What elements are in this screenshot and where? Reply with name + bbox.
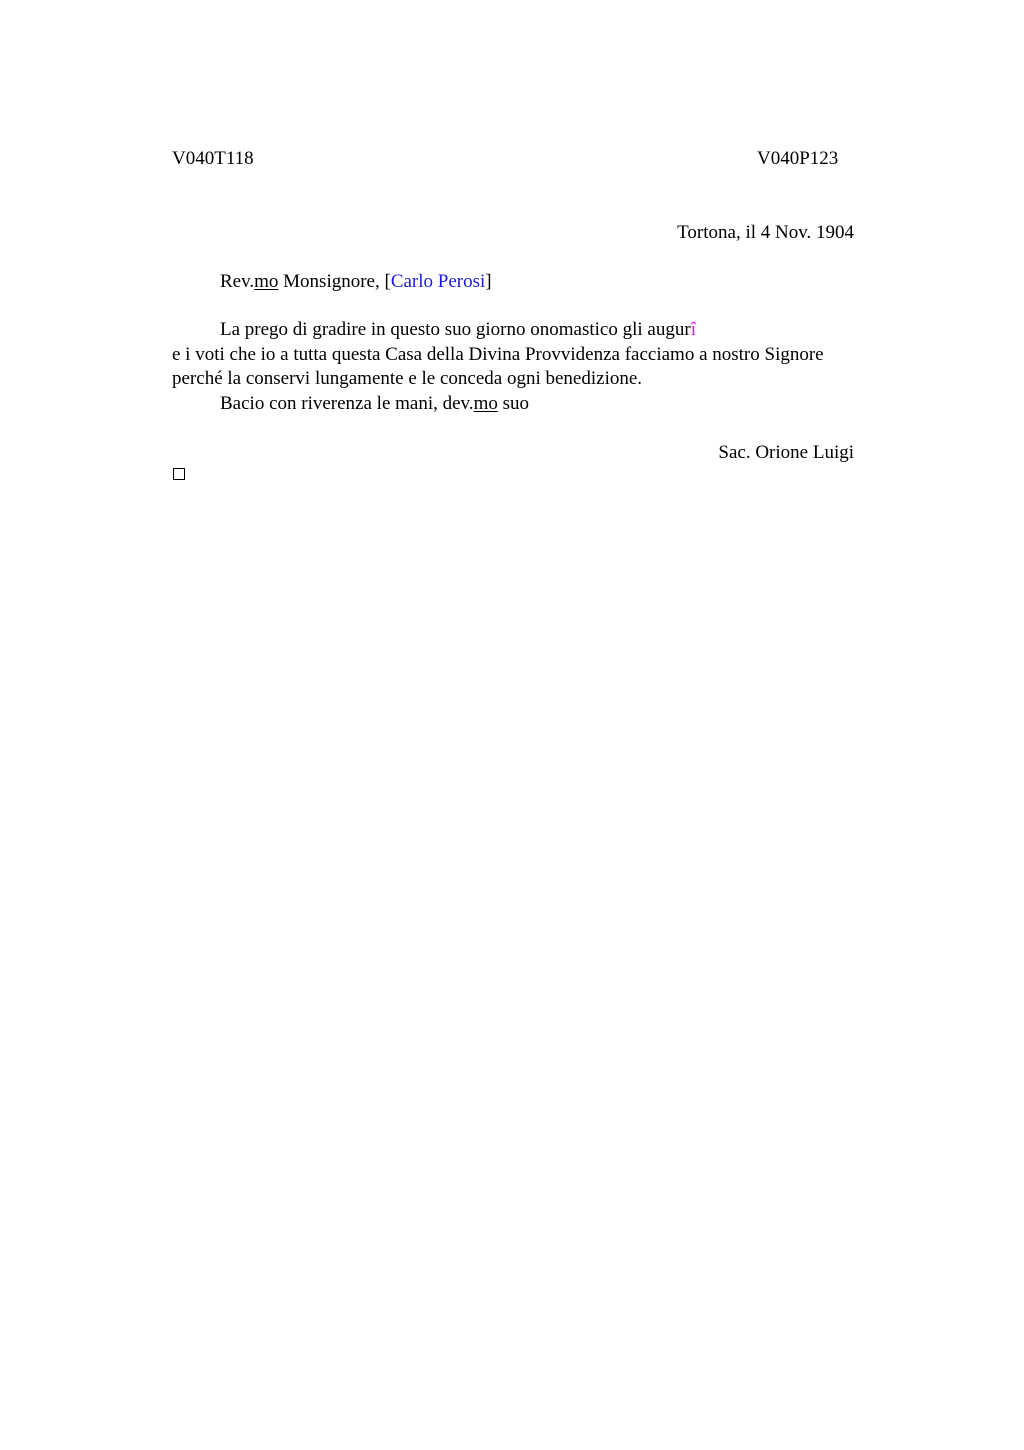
closing-text: Bacio con riverenza le mani, dev. (220, 393, 474, 414)
empty-square-icon (173, 468, 185, 480)
salutation-rev: Rev. (220, 271, 255, 292)
salutation-rev-abbrev: mo (254, 271, 279, 292)
body-line-1-text: La prego di gradire in questo suo giorno onomastico gli augur (220, 319, 691, 340)
closing-end: suo (497, 393, 530, 414)
closing-line (220, 394, 529, 413)
salutation-title: Monsignore, [ (278, 271, 391, 292)
salutation-close-bracket: ] (485, 271, 492, 292)
editorial-mark: î (690, 319, 696, 340)
salutation (220, 272, 492, 291)
body-line-3: perché la conservi lungamente e le conceda ogni benedizione. (172, 368, 643, 389)
recipient-name: Carlo Perosi (390, 271, 486, 292)
body-line-1 (220, 320, 696, 339)
body-line-2: e i voti che io a tutta questa Casa della Divina Provvidenza facciamo a nostro Signore (172, 344, 824, 365)
right-code: V040P123 (757, 148, 839, 169)
signature: Sac. Orione Luigi (718, 442, 854, 463)
closing-abbrev: mo (473, 393, 498, 414)
place-date: Tortona, il 4 Nov. 1904 (677, 222, 854, 243)
left-code: V040T118 (172, 148, 254, 169)
